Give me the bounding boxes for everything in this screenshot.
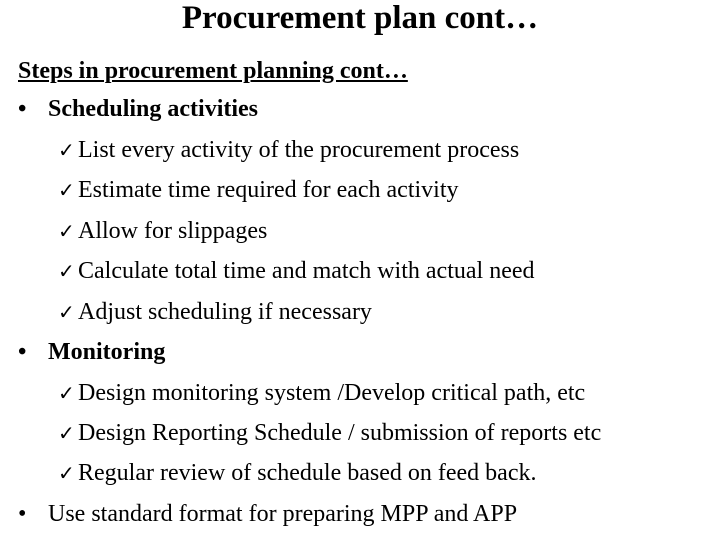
bullet-dot: • <box>18 96 27 122</box>
check-item <box>58 418 601 448</box>
bullet-label: Monitoring <box>48 339 166 365</box>
check-item-label: Adjust scheduling if necessary <box>78 299 372 325</box>
check-item <box>58 175 459 205</box>
check-item-label: List every activity of the procurement process <box>78 137 520 163</box>
bullet-standard-format <box>18 499 517 529</box>
checkmark-icon: ✓ <box>58 300 75 324</box>
check-item <box>58 216 267 246</box>
check-item-label: Allow for slippages <box>78 218 268 244</box>
check-item-label: Design Reporting Schedule / submission of reports etc <box>78 420 602 446</box>
checkmark-icon: ✓ <box>58 138 75 162</box>
slide-title: Procurement plan cont… <box>181 0 539 36</box>
checkmark-icon: ✓ <box>58 461 75 485</box>
bullet-scheduling-activities <box>18 94 258 124</box>
check-item <box>58 458 536 488</box>
check-item <box>58 135 519 165</box>
bullet-dot: • <box>18 501 27 527</box>
section-subtitle: Steps in procurement planning cont… <box>18 58 408 84</box>
checkmark-icon: ✓ <box>58 178 75 202</box>
check-item-label: Estimate time required for each activity <box>78 177 459 203</box>
check-item-label: Calculate total time and match with actual need <box>78 258 535 284</box>
bullet-dot: • <box>18 339 27 365</box>
checkmark-icon: ✓ <box>58 259 75 283</box>
check-item-label: Regular review of schedule based on feed back. <box>78 460 537 486</box>
checkmark-icon: ✓ <box>58 219 75 243</box>
bullet-label: Use standard format for preparing MPP and APP <box>48 501 518 527</box>
checkmark-icon: ✓ <box>58 421 75 445</box>
check-item-label: Design monitoring system /Develop critical path, etc <box>78 380 586 406</box>
bullet-label: Scheduling activities <box>48 96 259 122</box>
check-item <box>58 297 372 327</box>
bullet-monitoring <box>18 337 165 367</box>
checkmark-icon: ✓ <box>58 381 75 405</box>
check-item <box>58 256 535 286</box>
check-item <box>58 378 585 408</box>
